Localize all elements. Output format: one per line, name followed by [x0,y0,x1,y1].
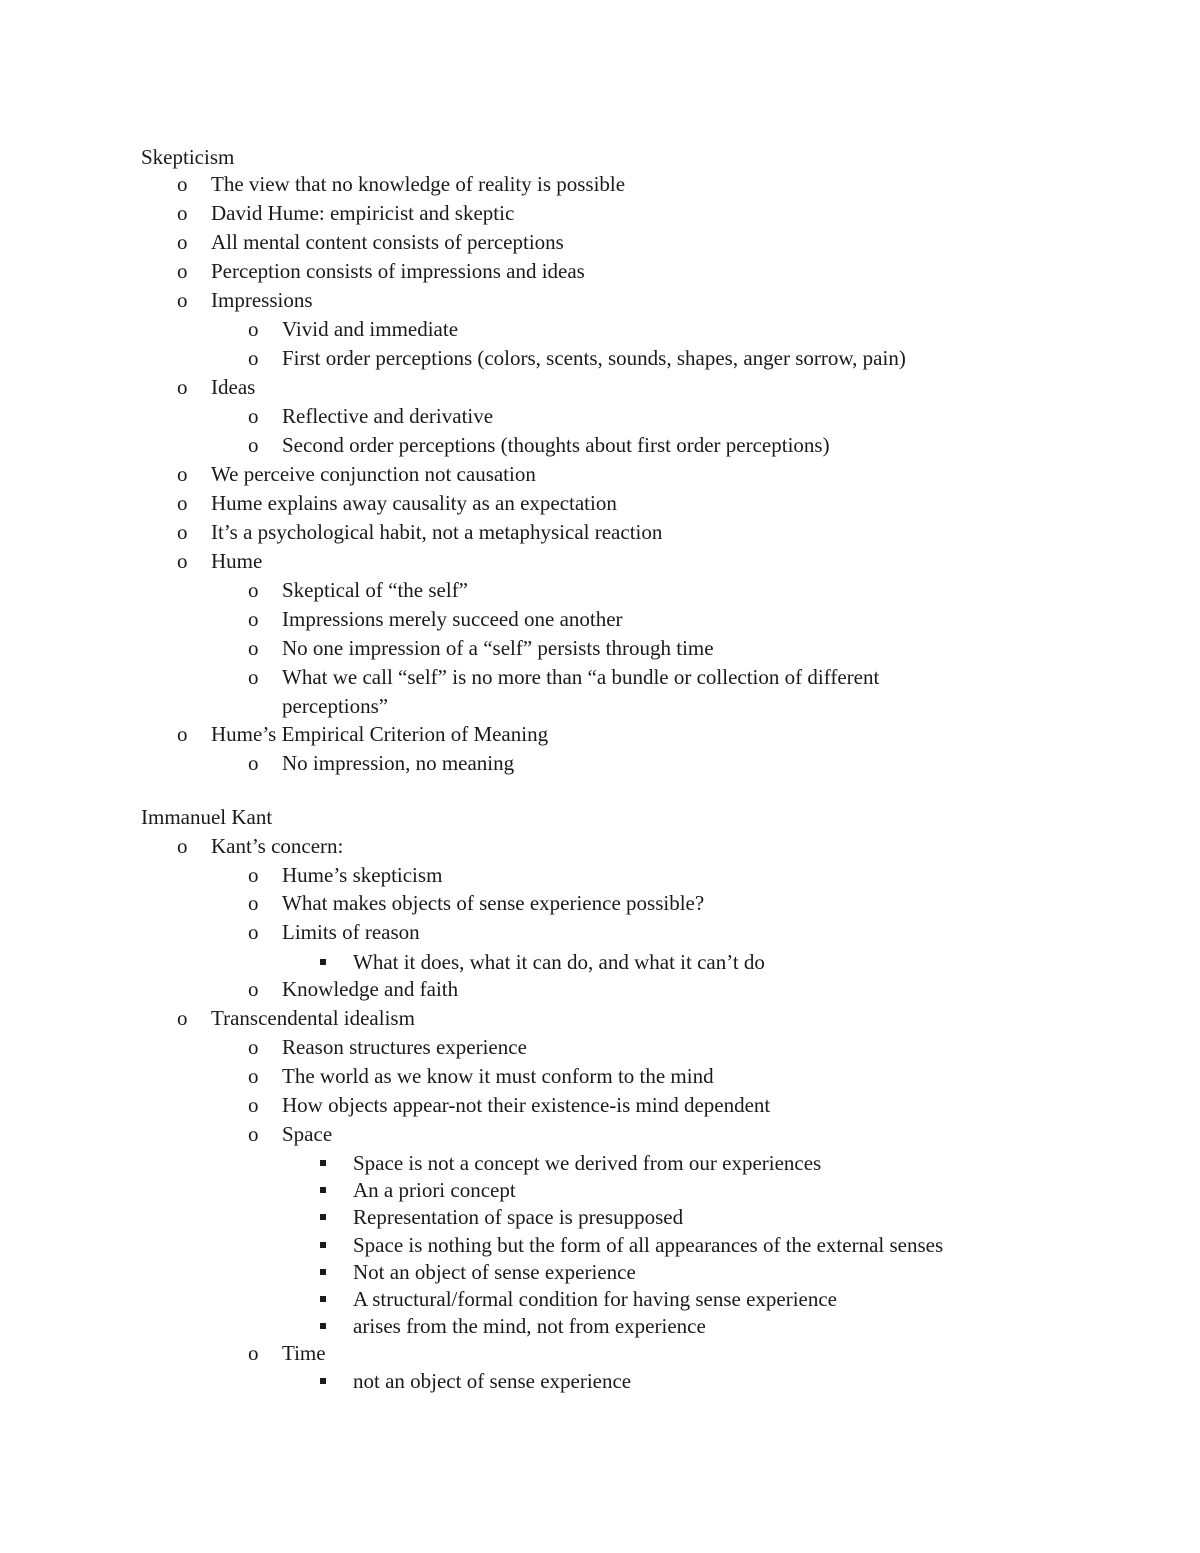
list-item-text: No impression, no meaning [282,751,515,775]
list-item-text: Ideas [211,375,256,399]
list-item-text: Impressions merely succeed one another [282,607,623,631]
list-item-text: Second order perceptions (thoughts about first order perceptions) [282,433,830,457]
circle-bullet-icon: o [248,607,259,631]
circle-bullet-icon: o [248,1093,259,1117]
circle-bullet-icon: o [177,259,188,283]
list-item-text: What we call “self” is no more than “a bundle or collection of different [282,665,880,689]
circle-bullet-icon: o [177,722,188,746]
list-item-text: The view that no knowledge of reality is possible [211,172,626,196]
list-item-text: perceptions” [282,694,389,718]
circle-bullet-icon: o [177,201,188,225]
list-item-text: Space [282,1122,333,1146]
list-item-text: arises from the mind, not from experience [353,1314,706,1338]
list-item-text: All mental content consists of perceptions [211,230,564,254]
square-bullet-icon [320,1242,326,1248]
list-item-text: Representation of space is presupposed [353,1205,684,1229]
list-item-text: Transcendental idealism [211,1006,415,1030]
list-item-text: No one impression of a “self” persists through time [282,636,714,660]
list-item-text: A structural/formal condition for having sense experience [353,1287,838,1311]
list-item-text: Space is nothing but the form of all appearances of the external senses [353,1233,944,1257]
circle-bullet-icon: o [248,433,259,457]
circle-bullet-icon: o [248,665,259,689]
circle-bullet-icon: o [248,1341,259,1365]
list-item-text: not an object of sense experience [353,1369,632,1393]
list-item-text: Knowledge and faith [282,977,459,1001]
circle-bullet-icon: o [177,520,188,544]
circle-bullet-icon: o [248,404,259,428]
square-bullet-icon [320,1296,326,1302]
circle-bullet-icon: o [248,1035,259,1059]
list-item-text: We perceive conjunction not causation [211,462,536,486]
circle-bullet-icon: o [177,491,188,515]
list-item-text: Impressions [211,288,313,312]
list-item-text: Vivid and immediate [282,317,459,341]
circle-bullet-icon: o [248,317,259,341]
list-item-text: Reason structures experience [282,1035,527,1059]
square-bullet-icon [320,1160,326,1166]
circle-bullet-icon: o [248,578,259,602]
circle-bullet-icon: o [177,375,188,399]
list-item-text: Perception consists of impressions and ideas [211,259,585,283]
list-item-text: Hume’s Empirical Criterion of Meaning [211,722,549,746]
circle-bullet-icon: o [177,462,188,486]
list-item-text: It’s a psychological habit, not a metaphysical reaction [211,520,663,544]
list-item-text: First order perceptions (colors, scents, sounds, shapes, anger sorrow, pain) [282,346,906,370]
list-item-text: Hume [211,549,263,573]
list-item-text: Hume’s skepticism [282,863,443,887]
square-bullet-icon [320,959,326,965]
circle-bullet-icon: o [177,288,188,312]
circle-bullet-icon: o [248,1064,259,1088]
square-bullet-icon [320,1269,326,1275]
section-heading: Skepticism [141,145,235,169]
list-item-text: Limits of reason [282,920,420,944]
list-item-text: An a priori concept [353,1178,516,1202]
circle-bullet-icon: o [177,834,188,858]
circle-bullet-icon: o [248,751,259,775]
circle-bullet-icon: o [177,230,188,254]
list-item-text: Hume explains away causality as an expectation [211,491,617,515]
list-item-text: How objects appear-not their existence-is mind dependent [282,1093,771,1117]
list-item-text: Time [282,1341,326,1365]
circle-bullet-icon: o [248,920,259,944]
circle-bullet-icon: o [248,977,259,1001]
square-bullet-icon [320,1187,326,1193]
list-item-text: The world as we know it must conform to the mind [282,1064,714,1088]
circle-bullet-icon: o [248,636,259,660]
square-bullet-icon [320,1214,326,1220]
circle-bullet-icon: o [248,891,259,915]
list-item-text: Reflective and derivative [282,404,494,428]
circle-bullet-icon: o [248,1122,259,1146]
circle-bullet-icon: o [248,346,259,370]
circle-bullet-icon: o [177,172,188,196]
list-item-text: Skeptical of “the self” [282,578,469,602]
list-item-text: Space is not a concept we derived from our experiences [353,1151,822,1175]
section-heading: Immanuel Kant [141,805,273,829]
circle-bullet-icon: o [177,549,188,573]
circle-bullet-icon: o [248,863,259,887]
list-item-text: Kant’s concern: [211,834,344,858]
list-item-text: What makes objects of sense experience possible? [282,891,705,915]
list-item-text: David Hume: empiricist and skeptic [211,201,515,225]
square-bullet-icon [320,1378,326,1384]
list-item-text: Not an object of sense experience [353,1260,636,1284]
circle-bullet-icon: o [177,1006,188,1030]
square-bullet-icon [320,1323,326,1329]
list-item-text: What it does, what it can do, and what it can’t do [353,950,765,974]
